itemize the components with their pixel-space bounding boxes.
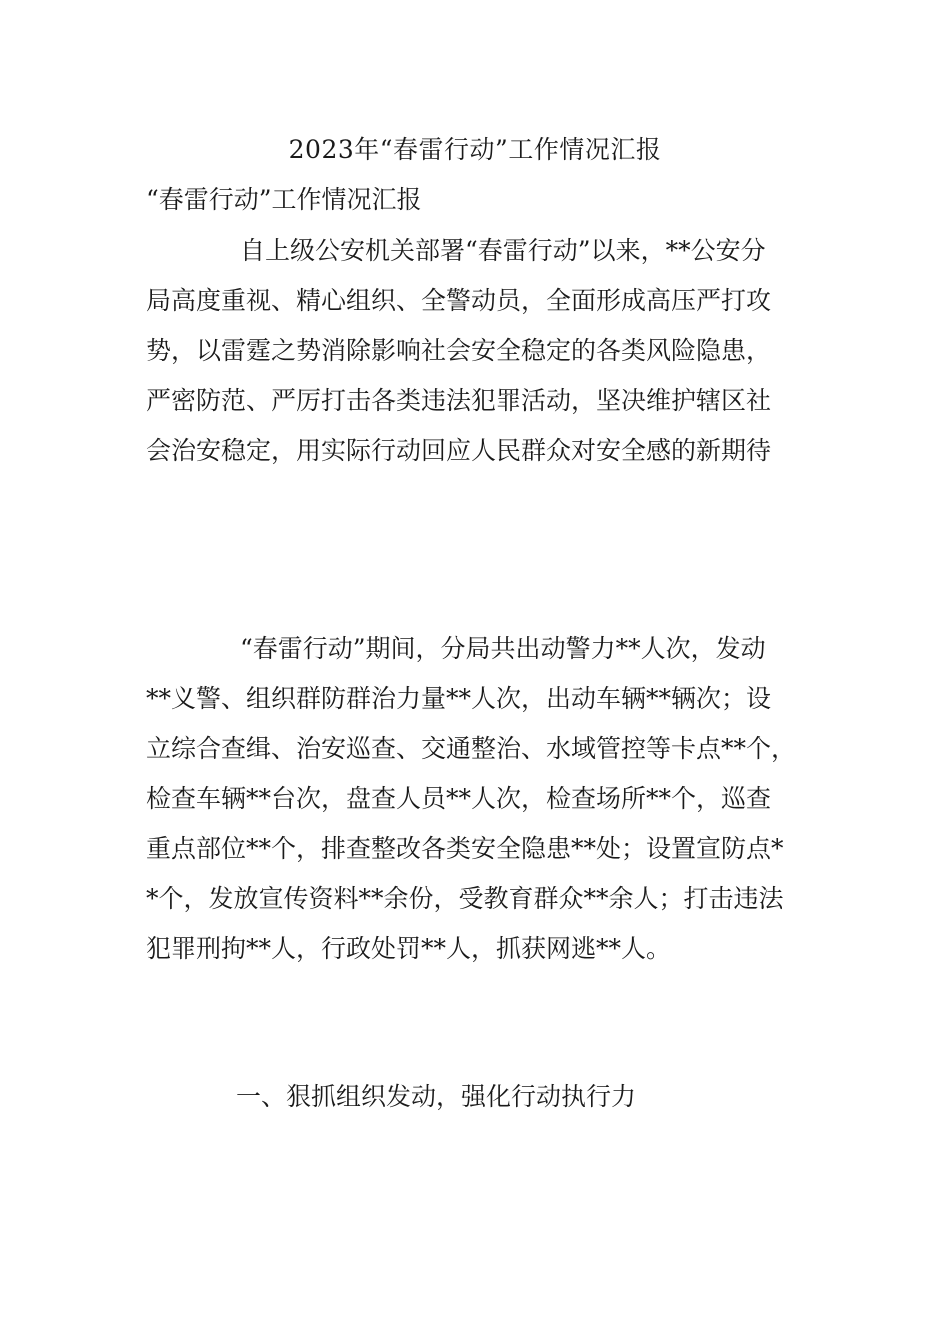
section-heading: 一、狠抓组织发动，强化行动执行力 (236, 1082, 637, 1111)
paragraph-statistics (146, 624, 826, 974)
paragraph-line: *个，发放宣传资料**余份，受教育群众**余人；打击违法 (146, 884, 784, 913)
paragraph-line: 严密防范、严厉打击各类违法犯罪活动，坚决维护辖区社 (146, 386, 772, 415)
paragraph-line: “春雷行动”期间，分局共出动警力**人次，发动 (240, 634, 766, 663)
paragraph-line: 重点部位**个，排查整改各类安全隐患**处；设置宣防点* (146, 834, 784, 863)
paragraph-line: 势，以雷霆之势消除影响社会安全稳定的各类风险隐患， (146, 336, 772, 365)
document-subtitle: “春雷行动”工作情况汇报 (146, 185, 422, 214)
paragraph-line: 检查车辆**台次，盘查人员**人次，检查场所**个，巡查 (146, 784, 772, 813)
paragraph-line: 犯罪刑拘**人，行政处罚**人，抓获网逃**人。 (146, 934, 672, 963)
paragraph-line: 局高度重视、精心组织、全警动员，全面形成高压严打攻 (146, 286, 772, 315)
document-title: 2023年“春雷行动”工作情况汇报 (288, 135, 662, 164)
paragraph-line: 自上级公安机关部署“春雷行动”以来，**公安分 (240, 236, 766, 265)
paragraph-intro (146, 226, 826, 476)
paragraph-line: 会治安稳定，用实际行动回应人民群众对安全感的新期待 (146, 436, 772, 465)
paragraph-line: **义警、组织群防群治力量**人次，出动车辆**辆次；设 (146, 684, 772, 713)
paragraph-line: 立综合查缉、治安巡查、交通整治、水域管控等卡点**个， (146, 734, 797, 763)
